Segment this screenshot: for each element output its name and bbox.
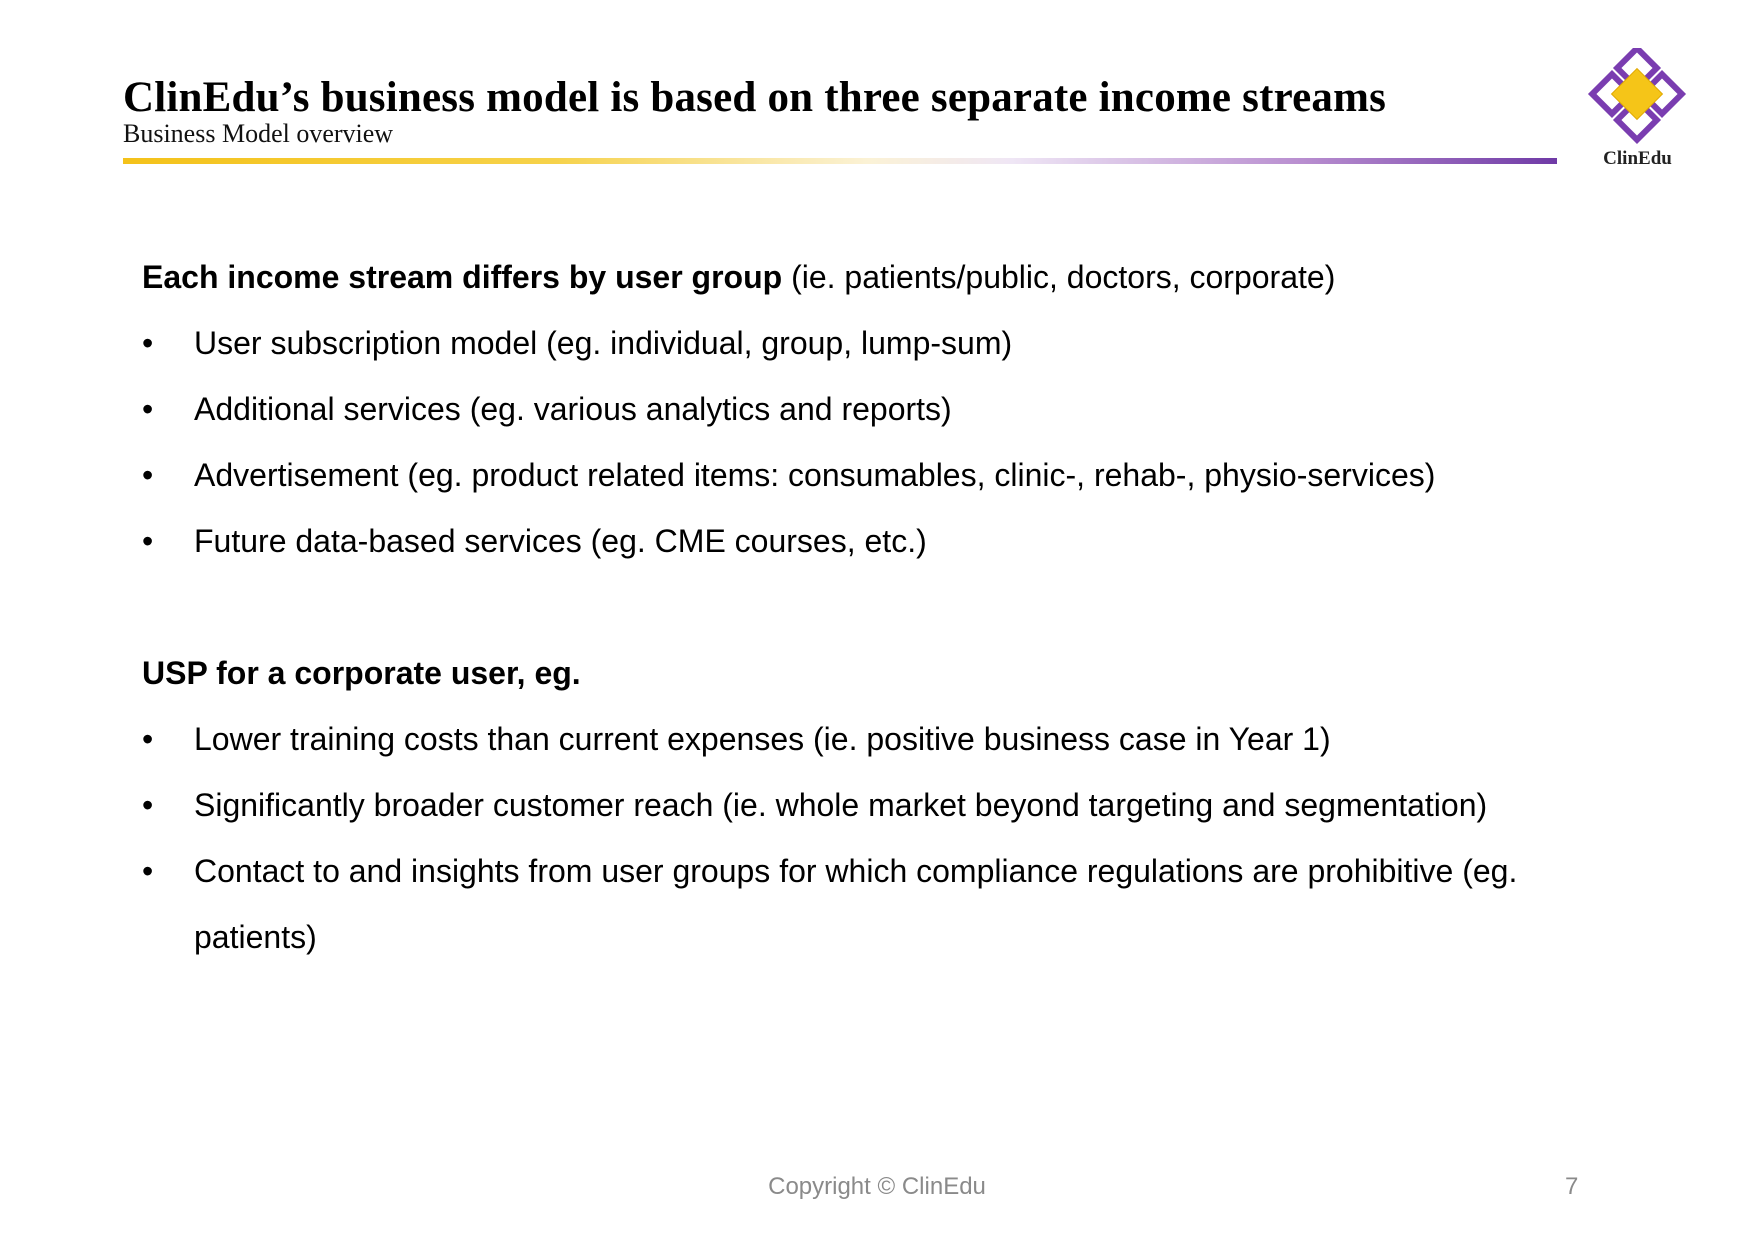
list-item (142, 442, 1592, 508)
list-item-text: Lower training costs than current expenses (ie. positive business case in Year 1) (194, 721, 1331, 757)
section2-lead (142, 640, 1592, 706)
list-item (142, 772, 1592, 838)
section1-lead (142, 244, 1592, 310)
list-item-text: Advertisement (eg. product related items: consumables, clinic-, rehab-, physio-services) (194, 457, 1436, 493)
bullet-icon: • (142, 325, 154, 361)
bullet-icon: • (142, 787, 154, 823)
usp-list (142, 706, 1592, 970)
list-item (142, 310, 1592, 376)
section-spacer (142, 574, 1592, 640)
list-item-text: User subscription model (eg. individual, group, lump-sum) (194, 325, 1013, 361)
section1-lead-rest: (ie. patients/public, doctors, corporate) (782, 259, 1336, 295)
slide-body (142, 244, 1592, 970)
list-item-text: Additional services (eg. various analytics and reports) (194, 391, 952, 427)
list-item-text: Future data-based services (eg. CME courses, etc.) (194, 523, 927, 559)
logo-wordmark: ClinEdu (1603, 148, 1672, 169)
bullet-icon: • (142, 721, 154, 757)
bullet-icon: • (142, 853, 154, 889)
bullet-icon: • (142, 391, 154, 427)
list-item (142, 508, 1592, 574)
list-item (142, 706, 1592, 772)
bullet-icon: • (142, 457, 154, 493)
list-item-text: Significantly broader customer reach (ie. whole market beyond targeting and segmentation) (194, 787, 1488, 823)
list-item (142, 376, 1592, 442)
slide-subtitle: Business Model overview (123, 119, 394, 148)
section2-lead-bold: USP for a corporate user, eg. (142, 655, 581, 691)
list-item-text: Contact to and insights from user groups for which compliance regulations are prohibitive (eg. patients) (194, 853, 1518, 955)
bullet-icon: • (142, 523, 154, 559)
income-streams-list (142, 310, 1592, 574)
slide-title: ClinEdu’s business model is based on three separate income streams (123, 74, 1387, 121)
title-divider (123, 158, 1557, 164)
list-item (142, 838, 1584, 970)
section1-lead-bold: Each income stream differs by user group (142, 259, 783, 295)
footer-copyright: Copyright © ClinEdu (768, 1173, 986, 1200)
page-number: 7 (1565, 1173, 1579, 1200)
